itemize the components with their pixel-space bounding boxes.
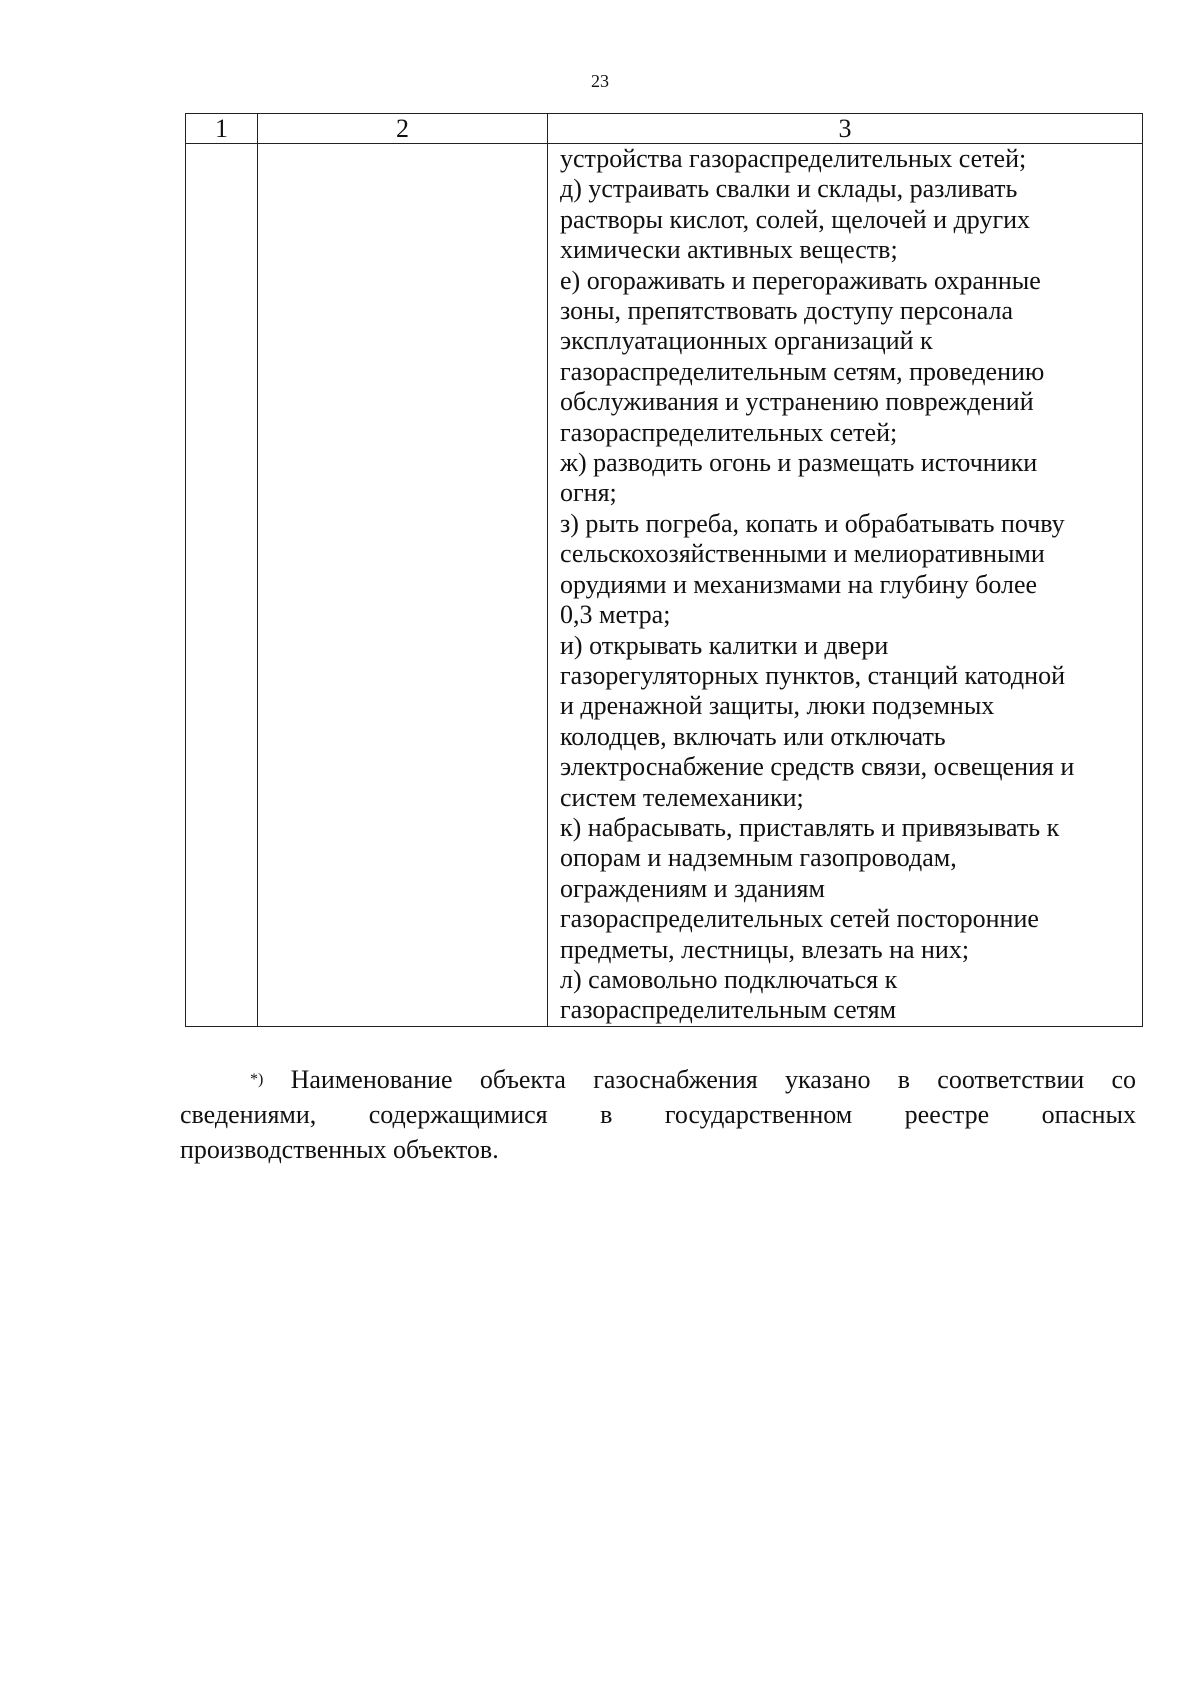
- cell-text-line: и дренажной защиты, люки подземных: [560, 691, 995, 721]
- footnote-line: [180, 1062, 1136, 1097]
- cell-text-line: з) рыть погреба, копать и обрабатывать почву: [560, 508, 1065, 538]
- column-header-2: 2: [258, 114, 548, 144]
- cell-text-line: эксплуатационных организаций к: [560, 326, 933, 356]
- table-row: [186, 144, 1143, 1027]
- cell-text-line: зоны, препятствовать доступу персонала: [560, 296, 1014, 326]
- cell-text-line: растворы кислот, солей, щелочей и других: [560, 204, 1031, 234]
- cell-text-line: газорегуляторных пунктов, станций катодной: [560, 660, 1065, 690]
- cell-text-line: газораспределительным сетям: [560, 995, 897, 1025]
- cell-text-line: газораспределительных сетей;: [560, 417, 898, 447]
- cell-text-line: опорам и надземным газопроводам,: [560, 843, 957, 873]
- page-number: 23: [591, 71, 609, 91]
- cell-text-line: предметы, лестницы, влезать на них;: [560, 934, 970, 964]
- footnote-text: Наименование объекта газоснабжения указано в соответствии со: [290, 1065, 1137, 1094]
- cell-text-line: л) самовольно подключаться к: [560, 964, 898, 994]
- cell-text-line: газораспределительных сетей посторонние: [560, 904, 1039, 934]
- cell-text-line: и) открывать калитки и двери: [560, 630, 889, 660]
- table-cell-col2: [258, 144, 548, 1027]
- cell-text-line: е) огораживать и перегораживать охранные: [560, 265, 1041, 295]
- footnote-line: сведениями, содержащимися в государственном реестре опасных: [180, 1100, 1136, 1129]
- cell-text-line: 0,3 метра;: [560, 600, 671, 630]
- cell-text-line: обслуживания и устранению повреждений: [560, 387, 1034, 417]
- cell-text-line: д) устраивать свалки и склады, разливать: [560, 174, 1018, 204]
- cell-text-line: колодцев, включать или отключать: [560, 721, 946, 751]
- cell-text-line: орудиями и механизмами на глубину более: [560, 569, 1038, 599]
- cell-text-line: химически активных веществ;: [560, 235, 898, 265]
- cell-text-line: газораспределительным сетям, проведению: [560, 356, 1045, 386]
- cell-text-line: электроснабжение средств связи, освещения и: [560, 752, 1075, 782]
- table-cell-col1: [186, 144, 258, 1027]
- cell-text-line: систем телемеханики;: [560, 782, 804, 812]
- footnote-marker: *): [250, 1071, 264, 1088]
- cell-text-line: к) набрасывать, приставлять и привязывать к: [560, 812, 1060, 842]
- restrictions-table: [185, 113, 1143, 1027]
- cell-text-line: сельскохозяйственными и мелиоративными: [560, 539, 1045, 569]
- column-header-3: 3: [548, 114, 1143, 144]
- cell-text-line: ограждениям и зданиям: [560, 873, 825, 903]
- cell-text-line: огня;: [560, 478, 617, 508]
- column-header-1: 1: [186, 114, 258, 144]
- table-cell-col3: [548, 144, 1143, 1027]
- footnote: [180, 1062, 1136, 1167]
- cell-text-line: ж) разводить огонь и размещать источники: [560, 448, 1038, 478]
- table-header-row: [186, 114, 1143, 144]
- cell-text-line: устройства газораспределительных сетей;: [560, 144, 1027, 173]
- footnote-line: производственных объектов.: [180, 1135, 499, 1164]
